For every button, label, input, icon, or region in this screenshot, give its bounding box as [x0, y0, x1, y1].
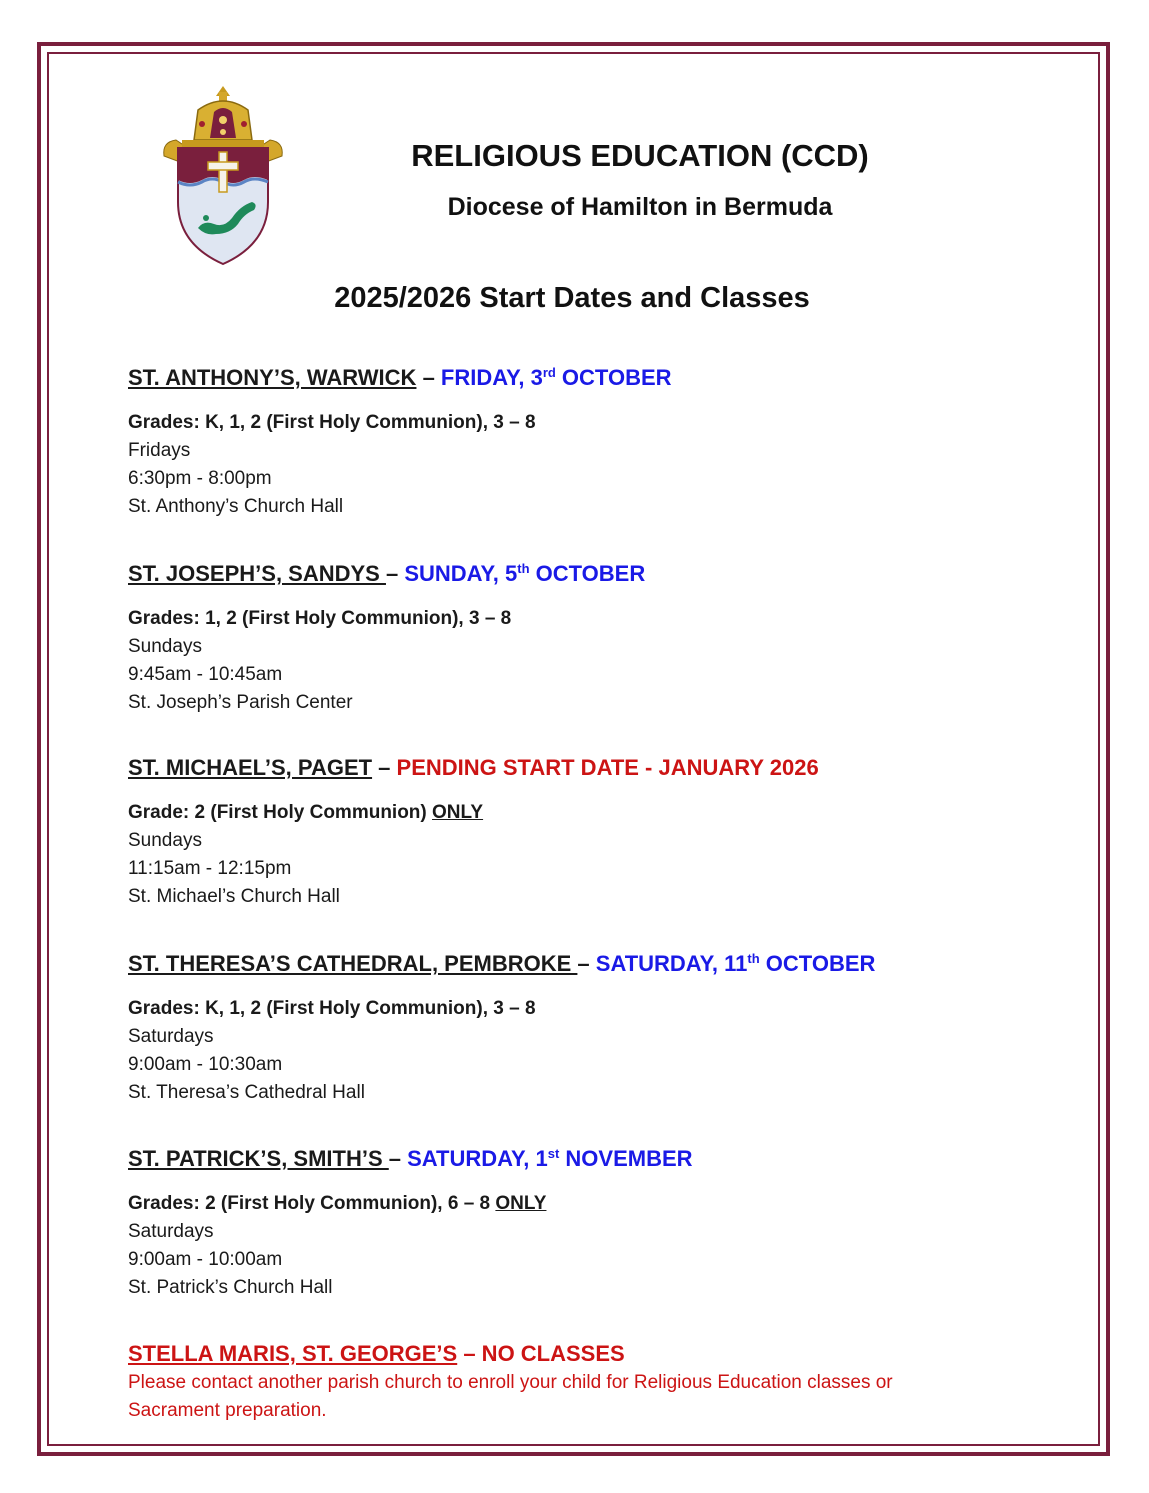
page-title: RELIGIOUS EDUCATION (CCD)	[411, 138, 869, 173]
class-time: 9:00am - 10:00am	[128, 1249, 283, 1270]
parish-name: ST. MICHAEL’S, PAGET	[128, 755, 373, 780]
class-day: Saturdays	[128, 1026, 214, 1047]
class-day: Fridays	[128, 440, 191, 461]
parish-name: ST. ANTHONY’S, WARWICK	[128, 365, 417, 390]
class-location: St. Theresa’s Cathedral Hall	[128, 1082, 365, 1103]
enroll-note-line-1: Please contact another parish church to enroll your child for Religious Education classes or	[128, 1372, 893, 1393]
class-day: Sundays	[128, 830, 202, 851]
parish-heading	[128, 949, 1028, 979]
class-time: 9:00am - 10:30am	[128, 1054, 283, 1075]
parish-section	[128, 949, 1028, 1107]
class-location: St. Patrick’s Church Hall	[128, 1277, 333, 1298]
heading-dash: –	[577, 951, 596, 976]
start-date: SATURDAY, 11th OCTOBER	[595, 951, 876, 976]
grades-text: Grades: 1, 2 (First Holy Communion), 3 – 8	[128, 608, 512, 629]
parish-section	[128, 1144, 1028, 1302]
heading-dash: –	[388, 1146, 408, 1171]
parish-name: ST. PATRICK’S, SMITH’S	[128, 1146, 389, 1171]
class-time: 11:15am - 12:15pm	[128, 858, 292, 879]
class-time: 6:30pm - 8:00pm	[128, 468, 272, 489]
diocese-crest-icon	[158, 82, 288, 268]
grades-text: Grades: 2 (First Holy Communion), 6 – 8 ONLY	[128, 1193, 547, 1214]
grades-text: Grade: 2 (First Holy Communion) ONLY	[128, 802, 484, 823]
class-day: Saturdays	[128, 1221, 214, 1242]
heading-dash: –	[416, 365, 441, 390]
class-day: Sundays	[128, 636, 202, 657]
class-time: 9:45am - 10:45am	[128, 664, 283, 685]
class-location: St. Michael’s Church Hall	[128, 886, 340, 907]
page-subtitle: Diocese of Hamilton in Bermuda	[447, 193, 833, 221]
parish-section	[128, 363, 1028, 521]
start-date: PENDING START DATE - JANUARY 2026	[396, 755, 819, 780]
no-classes-section	[128, 1339, 1028, 1425]
start-date: FRIDAY, 3rd OCTOBER	[440, 365, 672, 390]
grades-text: Grades: K, 1, 2 (First Holy Communion), 3 – 8	[128, 412, 536, 433]
parish-heading	[128, 559, 1028, 589]
class-location: St. Joseph’s Parish Center	[128, 692, 353, 713]
start-date: SATURDAY, 1st NOVEMBER	[407, 1146, 693, 1171]
parish-section	[128, 559, 1028, 717]
parish-heading	[128, 753, 1028, 783]
parish-heading	[128, 1144, 1028, 1174]
grades-text: Grades: K, 1, 2 (First Holy Communion), 3 – 8	[128, 998, 536, 1019]
schedule-heading: 2025/2026 Start Dates and Classes	[334, 282, 810, 314]
heading-dash: –	[385, 561, 405, 586]
parish-section	[128, 753, 1028, 911]
parish-name: ST. JOSEPH’S, SANDYS	[128, 561, 386, 586]
parish-name: STELLA MARIS, ST. GEORGE’S	[128, 1341, 458, 1366]
parish-heading	[128, 363, 1028, 393]
parish-heading	[128, 1339, 1028, 1369]
parish-name: ST. THERESA’S CATHEDRAL, PEMBROKE	[128, 951, 578, 976]
start-date: SUNDAY, 5th OCTOBER	[404, 561, 646, 586]
enroll-note-line-2: Sacrament preparation.	[128, 1400, 327, 1421]
heading-dash: –	[372, 755, 397, 780]
no-classes-status: – NO CLASSES	[457, 1341, 625, 1366]
class-location: St. Anthony’s Church Hall	[128, 496, 344, 517]
